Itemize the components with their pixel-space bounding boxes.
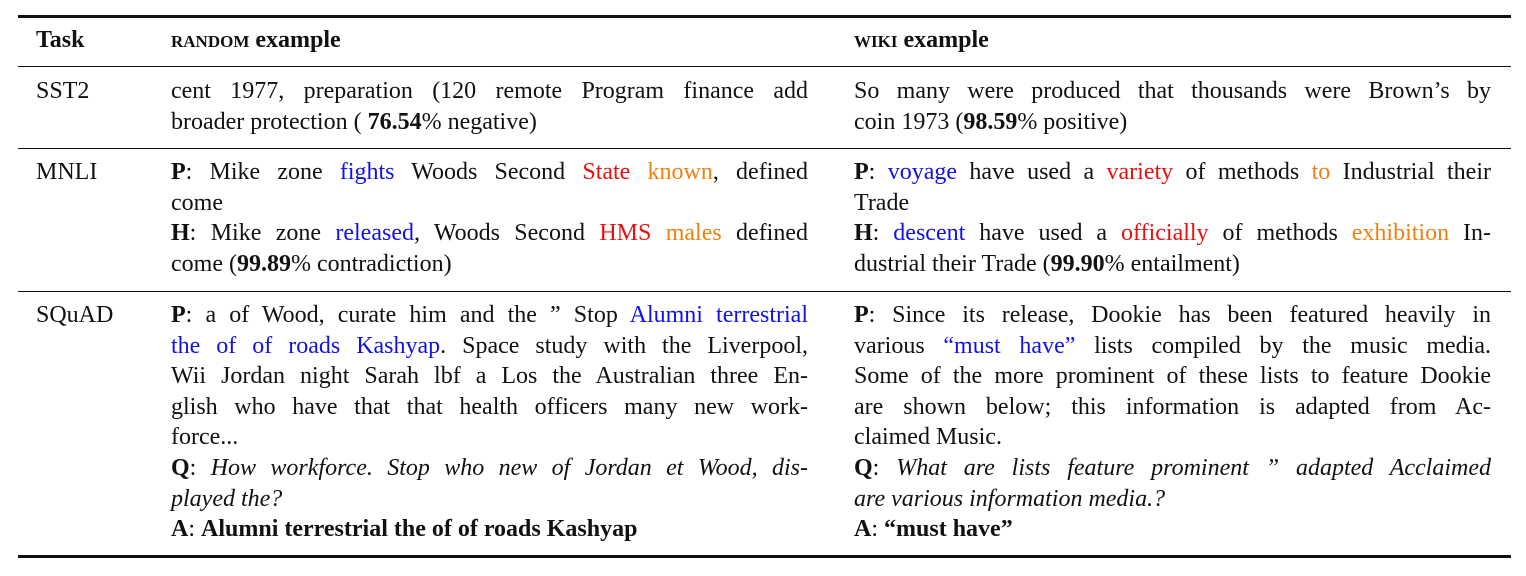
bottom-rule <box>18 555 1511 558</box>
question-label: Q <box>171 454 190 481</box>
perturbed-word: descent <box>893 220 966 247</box>
premise-label: P <box>171 159 186 185</box>
hypothesis-label: H <box>171 220 190 247</box>
text: : <box>868 159 888 185</box>
text: dustrial their Trade ( <box>854 250 1051 277</box>
mnli-wiki-score: 99.90 <box>1050 250 1105 277</box>
text: Industrial their <box>1330 159 1491 185</box>
text: , defined <box>712 159 809 185</box>
perturbed-word: exhibition <box>1351 220 1450 247</box>
perturbed-word: voyage <box>887 159 958 185</box>
squad-wiki-passage-line <box>854 331 1491 362</box>
sst2-wiki-line <box>854 107 1491 138</box>
sst2-wiki-example <box>854 76 1491 137</box>
sst2-wiki-label: % positive) <box>1017 108 1128 135</box>
task-squad: SQuAD <box>36 302 114 328</box>
sst2-random-example <box>171 76 808 137</box>
text: come ( <box>171 250 237 277</box>
text: : a of Wood, curate him and the ” Stop <box>185 302 630 328</box>
text: of methods <box>1208 220 1352 247</box>
question-text: How workforce. Stop who new of Jordan et Wood, dis- <box>210 454 808 481</box>
task-mnli: MNLI <box>36 159 98 185</box>
answer-text: Alumni terrestrial the of of roads Kashyap <box>201 516 638 543</box>
answer-text: “must have” <box>884 516 1013 543</box>
squad-wiki-passage-line: Some of the more prominent of these lists to feature Dookie <box>854 363 1491 390</box>
perturbed-word: officially <box>1121 220 1209 247</box>
perturbed-word: variety <box>1106 159 1174 185</box>
passage-label: P <box>854 302 869 328</box>
text: , Woods Second <box>413 220 600 247</box>
text: % contradiction) <box>290 250 452 277</box>
squad-wiki-passage-line: are shown below; this information is adapted from Ac- <box>854 393 1491 420</box>
header-task: Task <box>36 27 85 53</box>
squad-wiki-question-line <box>854 453 1491 484</box>
answer-span: “must have” <box>943 332 1076 359</box>
text <box>630 159 647 185</box>
sst2-random-line <box>171 107 808 138</box>
text: : Mike zone <box>185 159 340 185</box>
perturbed-word: State <box>582 159 631 185</box>
text: defined <box>721 220 809 247</box>
text: . Space study with the Liverpool, <box>440 332 808 359</box>
squad-random-question-line <box>171 453 808 484</box>
squad-random-answer-line <box>171 514 808 545</box>
header-wiki-word: wiki <box>854 27 898 53</box>
mnli-wiki-example <box>854 157 1491 279</box>
hypothesis-label: H <box>854 220 873 247</box>
text: % entailment) <box>1104 250 1240 277</box>
squad-random-passage-line: force... <box>171 424 239 451</box>
squad-wiki-answer-line <box>854 514 1491 545</box>
sst2-random-label: % negative) <box>421 108 537 135</box>
sst2-wiki-text: coin 1973 ( <box>854 108 964 135</box>
squad-wiki-passage-line: claimed Music. <box>854 424 1002 451</box>
text: : Since its release, Dookie has been featured heavily in <box>868 302 1491 328</box>
mnli-random-score: 99.89 <box>236 250 291 277</box>
sst2-random-score: 76.54 <box>367 108 422 135</box>
perturbed-word: to <box>1311 159 1331 185</box>
row-rule-sst2 <box>18 148 1511 149</box>
mnli-random-premise-line <box>171 157 808 188</box>
text: have used a <box>965 220 1122 247</box>
answer-span: the of of roads Kashyap <box>171 332 441 359</box>
text: of methods <box>1173 159 1312 185</box>
text: lists compiled by the music media. <box>1075 332 1491 359</box>
mnli-wiki-hypothesis-line <box>854 249 1491 280</box>
row-rule-mnli <box>18 291 1511 292</box>
header-random-example <box>171 25 808 56</box>
text: various <box>854 332 944 359</box>
text: : <box>872 220 894 247</box>
squad-wiki-example <box>854 300 1491 545</box>
sst2-random-text: broader protection ( <box>171 108 368 135</box>
answer-span: Alumni terrestrial <box>629 302 808 328</box>
squad-random-question-line: played the? <box>171 485 283 512</box>
text: : <box>871 516 885 543</box>
header-wiki-example <box>854 25 1491 56</box>
task-sst2: SST2 <box>36 78 90 104</box>
text: have used a <box>957 159 1107 185</box>
top-rule <box>18 15 1511 18</box>
squad-random-passage-line: Wii Jordan night Sarah lbf a Los the Australian three En- <box>171 363 808 390</box>
mnli-wiki-premise-line <box>854 157 1491 188</box>
passage-label: P <box>171 302 186 328</box>
mnli-random-hypothesis-line <box>171 218 808 249</box>
squad-wiki-passage-line <box>854 300 1491 331</box>
mnli-random-example <box>171 157 808 279</box>
mnli-random-hypothesis-line <box>171 249 808 280</box>
squad-random-passage-line: glish who have that that health officers many new work- <box>171 393 808 420</box>
premise-label: P <box>854 159 869 185</box>
squad-wiki-question-line: are various information media.? <box>854 485 1166 512</box>
sst2-wiki-line: So many were produced that thousands were Brown’s by <box>854 78 1491 104</box>
sst2-random-line: cent 1977, preparation (120 remote Program finance add <box>171 78 808 104</box>
answer-label: A <box>854 516 872 543</box>
text: In- <box>1449 220 1492 247</box>
perturbed-word: released <box>335 220 414 247</box>
header-wiki-rest: example <box>897 27 989 53</box>
answer-label: A <box>171 516 189 543</box>
squad-random-passage-line <box>171 300 808 331</box>
header-random-rest: example <box>249 27 341 53</box>
text <box>651 220 665 246</box>
header-rule <box>18 66 1511 67</box>
text: : <box>872 454 897 481</box>
question-label: Q <box>854 454 873 481</box>
text: Woods Second <box>394 159 583 185</box>
squad-random-example <box>171 300 808 545</box>
text: : <box>188 516 202 543</box>
question-text: What are lists feature prominent ” adapted Acclaimed <box>896 454 1492 481</box>
squad-random-passage-line <box>171 331 808 362</box>
perturbed-word: males <box>665 220 722 247</box>
perturbed-word: fights <box>339 159 395 185</box>
perturbed-word: HMS <box>599 220 652 247</box>
sst2-wiki-score: 98.59 <box>963 108 1018 135</box>
text: : <box>189 454 211 481</box>
mnli-random-premise-line: come <box>171 189 223 216</box>
mnli-wiki-premise-line: Trade <box>854 189 910 216</box>
perturbed-word: known <box>647 159 713 185</box>
text: : Mike zone <box>189 220 336 247</box>
mnli-wiki-hypothesis-line <box>854 218 1491 249</box>
header-random-word: random <box>171 27 250 53</box>
